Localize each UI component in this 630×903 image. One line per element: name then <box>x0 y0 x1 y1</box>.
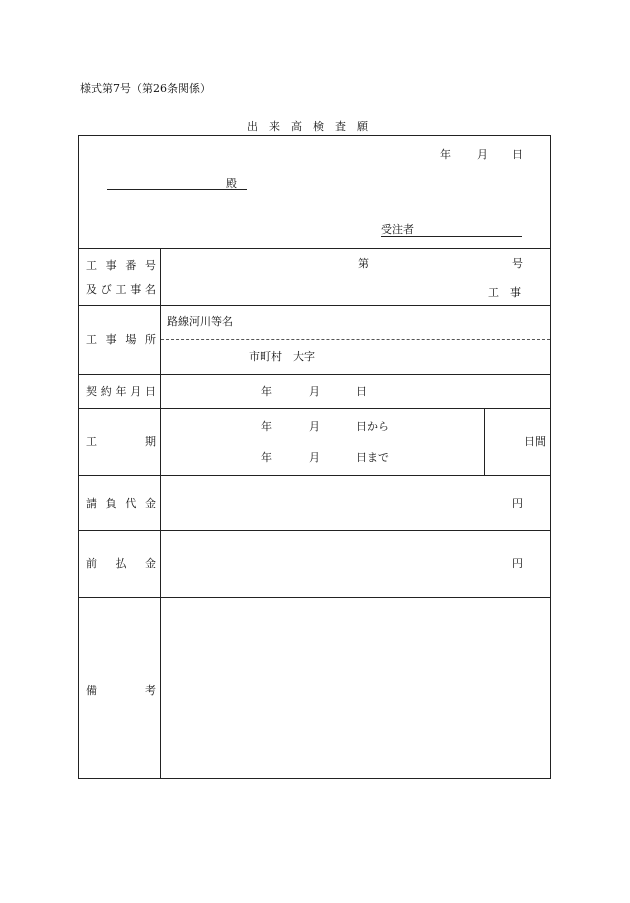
route-label: 路線河川等名 <box>167 315 233 328</box>
period-to-year: 年 <box>261 451 272 464</box>
contract-year: 年 <box>261 385 272 398</box>
contract-day: 日 <box>356 385 367 398</box>
period-days-divider <box>484 408 485 475</box>
work-number-label: 工 事 番 号 <box>86 259 156 272</box>
remarks-field[interactable] <box>162 599 548 777</box>
row-divider <box>78 408 551 409</box>
work-location-label: 工 事 場 所 <box>86 333 156 346</box>
period-to-day: 日まで <box>356 451 389 464</box>
row-divider <box>78 305 551 306</box>
advance-payment-unit: 円 <box>512 557 523 570</box>
date-month: 月 <box>477 148 488 161</box>
form-title: 出来高検査願 <box>247 120 379 133</box>
row-divider <box>78 248 551 249</box>
label-column-divider <box>160 248 161 779</box>
work-number-prefix: 第 <box>358 257 369 270</box>
work-name-suffix: 工 事 <box>488 286 521 299</box>
contract-date-label: 契 約 年 月 日 <box>86 385 156 398</box>
location-dashed-divider <box>161 339 550 340</box>
date-year: 年 <box>440 148 451 161</box>
period-from-month: 月 <box>309 420 320 433</box>
work-period-label: 工 期 <box>86 435 156 448</box>
contractor-label: 受注者 <box>381 223 414 236</box>
work-number-suffix: 号 <box>512 257 523 270</box>
row-divider <box>78 530 551 531</box>
period-from-year: 年 <box>261 420 272 433</box>
advance-payment-label: 前 払 金 <box>86 557 156 570</box>
remarks-label: 備 考 <box>86 684 156 697</box>
work-name-label: 及 び 工 事 名 <box>86 283 156 296</box>
period-days-label: 日間 <box>524 435 546 448</box>
period-to-month: 月 <box>309 451 320 464</box>
city-label: 市町村 大字 <box>249 350 315 363</box>
form-number: 様式第7号（第26条関係） <box>80 82 211 95</box>
period-from-day: 日から <box>356 420 389 433</box>
addressee-suffix: 殿 <box>226 177 237 190</box>
row-divider <box>78 475 551 476</box>
contract-amount-label: 請 負 代 金 <box>86 497 156 510</box>
contract-month: 月 <box>309 385 320 398</box>
row-divider <box>78 374 551 375</box>
contract-amount-unit: 円 <box>512 497 523 510</box>
date-day: 日 <box>512 148 523 161</box>
row-divider <box>78 597 551 598</box>
contractor-line[interactable] <box>381 236 522 237</box>
